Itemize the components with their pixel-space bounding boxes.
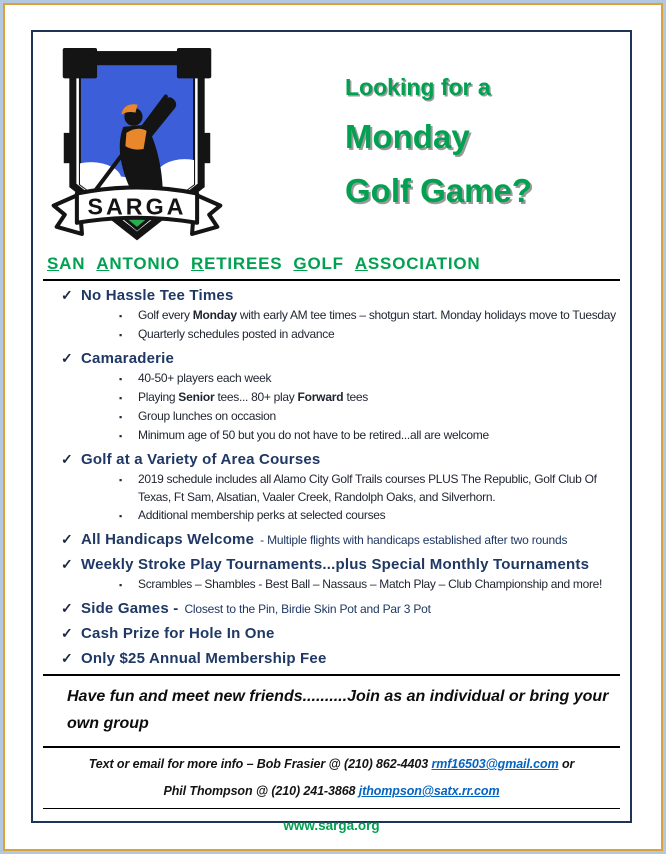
list-item-camaraderie <box>43 348 620 369</box>
square-bullet-icon: ▪ <box>119 412 123 422</box>
sub-bullet <box>119 369 620 388</box>
org-title-word: ASSOCIATION <box>354 254 481 273</box>
email-link-phil[interactable]: jthompson@satx.rr.com <box>358 784 500 798</box>
sub-bullet <box>119 388 620 407</box>
contact-2-text: Phil Thompson @ (210) 241-3868 <box>163 784 359 798</box>
check-icon: ✓ <box>61 287 73 303</box>
email-link-bob[interactable]: rmf16503@gmail.com <box>431 757 559 771</box>
sarga-logo-icon <box>47 46 227 244</box>
sub-bullet-text: 2019 schedule includes all Alamo City Golf Trails courses PLUS The Republic, Golf Club Of Texas, Ft Sam, Alsatian, Vaaler Creek, Randolph Oaks, and Silverhorn. <box>138 472 597 504</box>
sub-bullet <box>119 306 620 325</box>
flyer-content <box>33 32 630 833</box>
square-bullet-icon: ▪ <box>119 374 123 384</box>
section-heading: Weekly Stroke Play Tournaments...plus Special Monthly Tournaments <box>81 556 590 573</box>
section-heading: Camaraderie <box>81 350 175 367</box>
sub-bullet <box>119 470 620 506</box>
section-heading: All Handicaps Welcome <box>81 531 255 548</box>
sub-bullet <box>119 325 620 344</box>
section-heading-tail: Closest to the Pin, Birdie Skin Pot and Par 3 Pot <box>184 602 431 616</box>
org-title <box>47 254 620 274</box>
org-title-word: SAN <box>47 254 86 273</box>
square-bullet-icon: ▪ <box>119 311 123 321</box>
sub-bullet-text: Scrambles – Shambles - Best Ball – Nassaus – Match Play – Club Championship and more! <box>138 577 603 591</box>
list-item-tournaments <box>43 554 620 575</box>
sub-bullet-text: Golf every Monday with early AM tee times – shotgun start. Monday holidays move to Tuesday <box>138 308 616 322</box>
sub-bullet-text: Quarterly schedules posted in advance <box>138 327 335 341</box>
sarga-logo <box>47 46 227 244</box>
sub-bullet-text: Minimum age of 50 but you do not have to be retired...all are welcome <box>138 428 489 442</box>
tagline: Have fun and meet new friends..........Join as an individual or bring your own group <box>67 688 609 732</box>
benefits-list <box>43 285 620 669</box>
list-item-handicaps <box>43 529 620 550</box>
sub-bullet-text: Additional membership perks at selected courses <box>138 508 386 522</box>
org-title-word: RETIREES <box>190 254 283 273</box>
flyer-page <box>3 3 663 851</box>
headline-line3: Golf Game? <box>345 172 533 209</box>
contact-line-2 <box>43 784 620 798</box>
list-item-membership-fee <box>43 648 620 669</box>
sub-bullet-text: Group lunches on occasion <box>138 409 276 423</box>
divider-under-title <box>43 279 620 281</box>
section-heading: Cash Prize for Hole In One <box>81 625 275 642</box>
contact-line-1 <box>43 757 620 771</box>
check-icon: ✓ <box>61 350 73 366</box>
check-icon: ✓ <box>61 556 73 572</box>
section-heading-tail: - Multiple flights with handicaps established after two rounds <box>260 533 568 547</box>
sub-bullet <box>119 575 620 594</box>
divider-above-tagline <box>43 674 620 676</box>
section-heading: Side Games - <box>81 600 179 617</box>
section-heading: Golf at a Variety of Area Courses <box>81 451 321 468</box>
sub-bullet-text: 40-50+ players each week <box>138 371 272 385</box>
headline-line2: Monday <box>345 118 470 155</box>
website-link[interactable]: www.sarga.org <box>283 818 380 833</box>
check-icon: ✓ <box>61 650 73 666</box>
sub-bullet-text: Playing Senior tees... 80+ play Forward tees <box>138 390 368 404</box>
flyer-border-frame <box>31 30 632 833</box>
sub-bullet <box>119 506 620 525</box>
square-bullet-icon: ▪ <box>119 580 123 590</box>
square-bullet-icon: ▪ <box>119 475 123 485</box>
check-icon: ✓ <box>61 531 73 547</box>
list-item-courses <box>43 449 620 470</box>
headline <box>345 74 532 226</box>
contact-1-text: Text or email for more info – Bob Frasier @ (210) 862-4403 <box>88 757 432 771</box>
list-item-tee-times <box>43 285 620 306</box>
sub-bullet <box>119 407 620 426</box>
logo-banner-text: SARGA <box>87 193 187 220</box>
check-icon: ✓ <box>61 625 73 641</box>
square-bullet-icon: ▪ <box>119 393 123 403</box>
section-heading: No Hassle Tee Times <box>81 287 234 304</box>
list-item-side-games <box>43 598 620 619</box>
org-title-word: ANTONIO <box>96 254 180 273</box>
org-title-word: GOLF <box>293 254 344 273</box>
square-bullet-icon: ▪ <box>119 511 123 521</box>
contact-box <box>43 746 620 809</box>
list-item-hole-in-one <box>43 623 620 644</box>
header-row <box>47 46 620 244</box>
sub-bullet <box>119 426 620 445</box>
contact-1-suffix: or <box>558 757 575 771</box>
headline-line1: Looking for a <box>345 74 491 100</box>
square-bullet-icon: ▪ <box>119 431 123 441</box>
square-bullet-icon: ▪ <box>119 330 123 340</box>
section-heading: Only $25 Annual Membership Fee <box>81 650 327 667</box>
check-icon: ✓ <box>61 600 73 616</box>
check-icon: ✓ <box>61 451 73 467</box>
